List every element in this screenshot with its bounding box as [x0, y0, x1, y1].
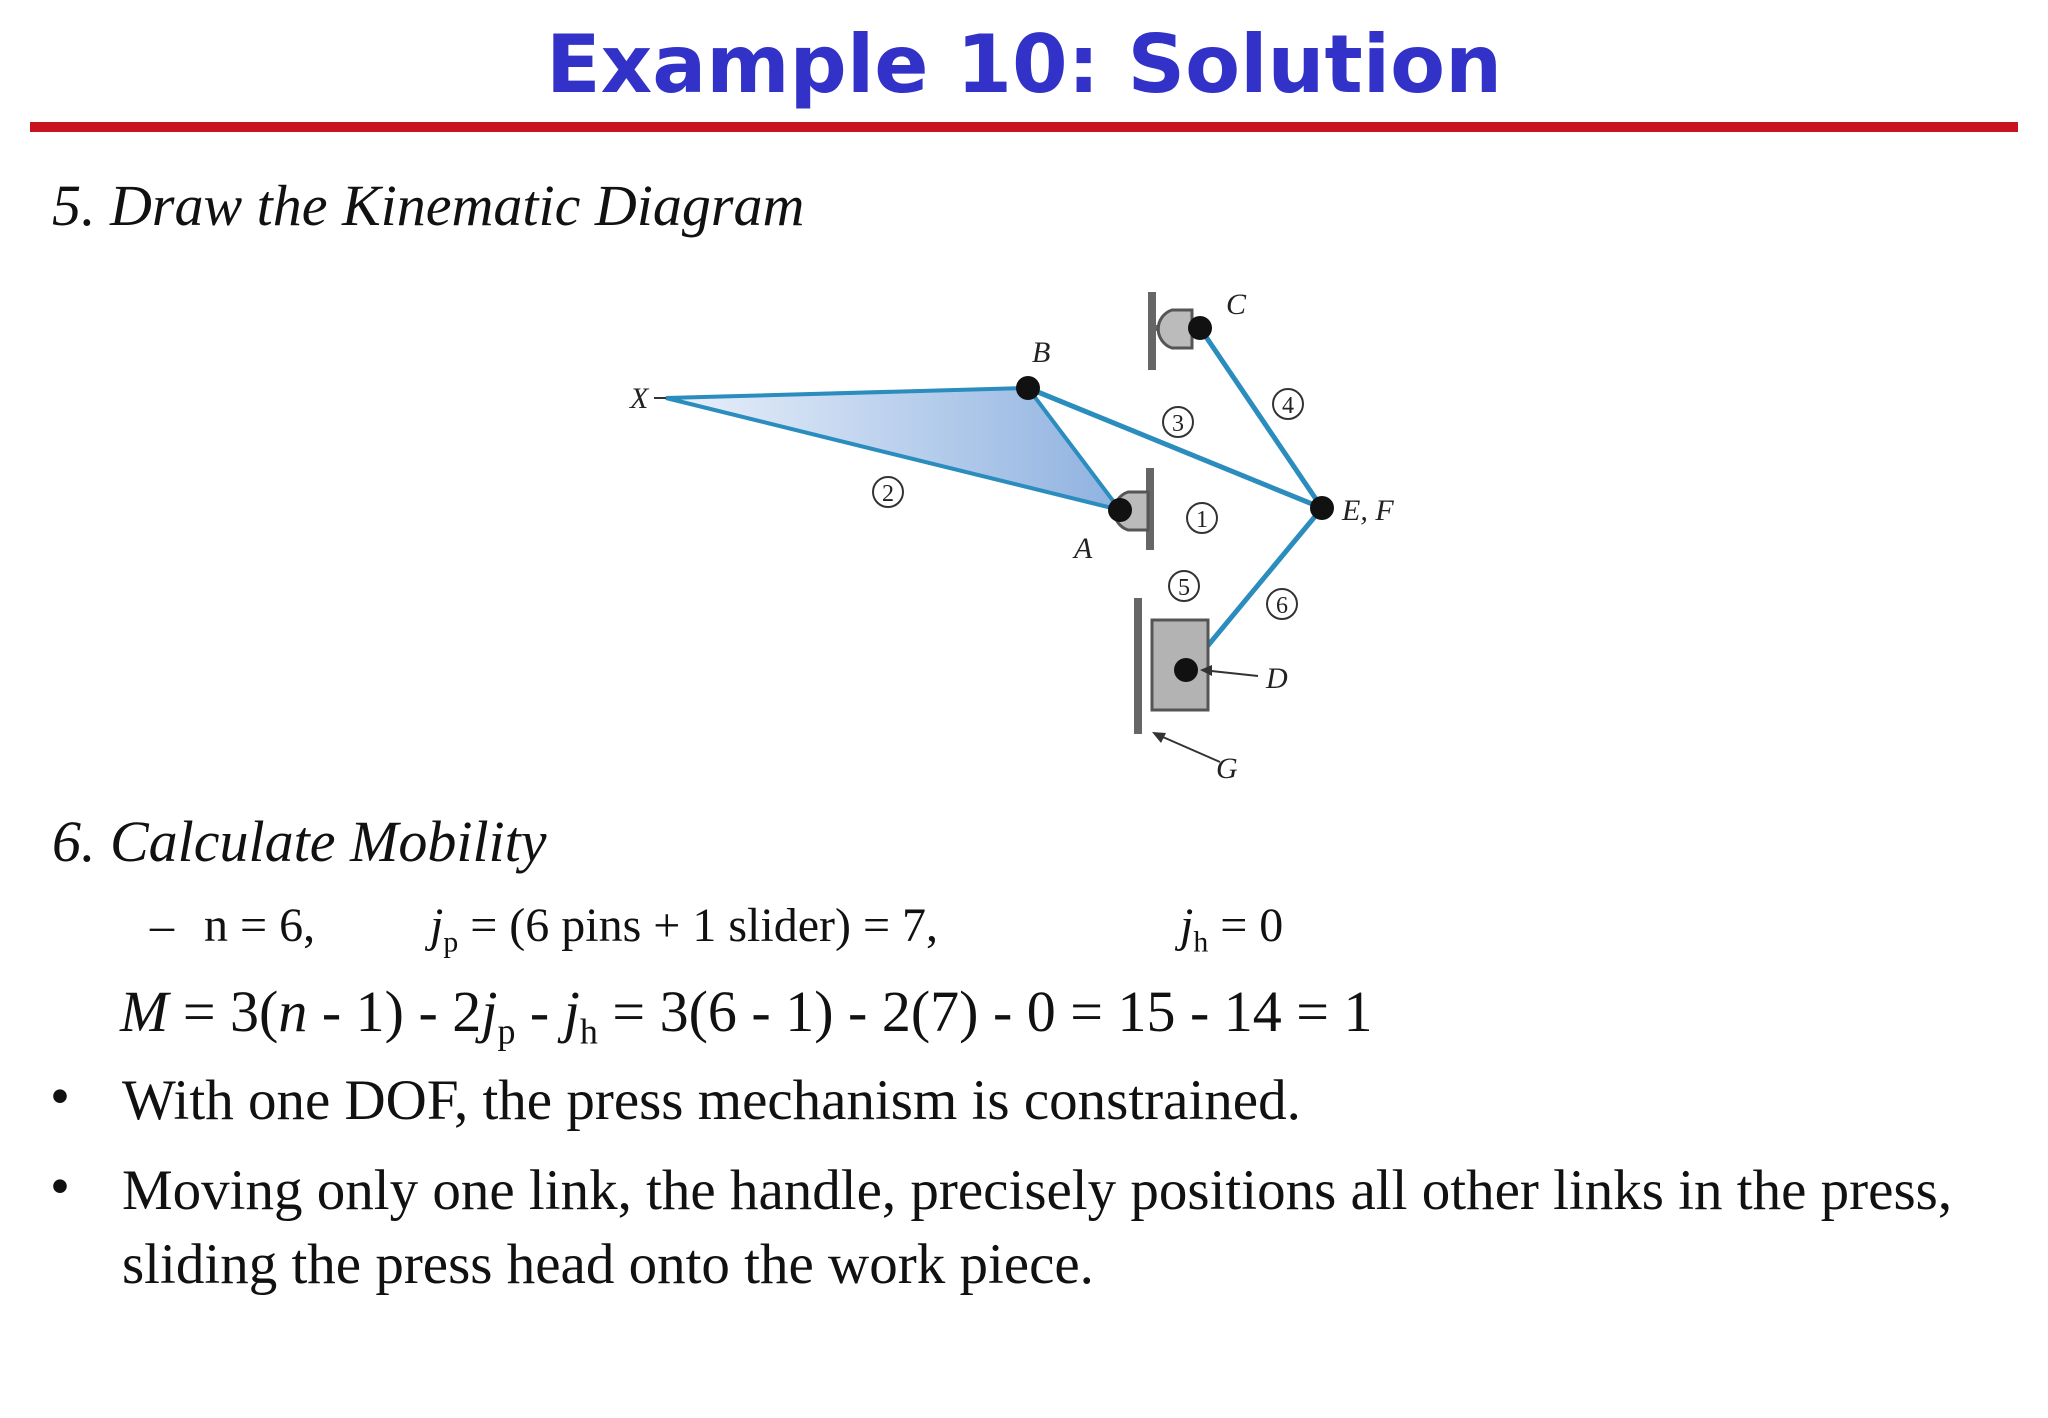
givens-dash: –: [150, 899, 174, 952]
jp-symbol: j: [430, 899, 444, 952]
joint-b: [1016, 376, 1040, 400]
eq-j2: j: [563, 979, 580, 1044]
link-number-1: [1187, 503, 1217, 533]
n-value: n = 6,: [204, 899, 316, 952]
link-number-5-text: 5: [1178, 575, 1190, 601]
joint-c: [1188, 316, 1212, 340]
step-6-heading: 6. Calculate Mobility: [52, 809, 547, 874]
bullet-text: Moving only one link, the handle, precisely positions all other links in the press, sliding the press head onto the work piece.: [122, 1159, 1953, 1296]
eq-part-1: = 3(: [168, 979, 279, 1044]
link-number-3-text: 3: [1172, 411, 1184, 437]
joint-d: [1174, 658, 1198, 682]
givens-line: [150, 898, 1450, 958]
jp-expression: [430, 898, 938, 959]
label-d: D: [1266, 662, 1288, 695]
eq-part-3: -: [515, 979, 564, 1044]
joint-a: [1108, 498, 1132, 522]
eq-sub-p: p: [497, 1011, 516, 1052]
link-number-3: [1163, 407, 1193, 437]
link-number-4-text: 4: [1282, 393, 1294, 419]
step-5-heading: 5. Draw the Kinematic Diagram: [52, 173, 805, 238]
link-number-2: [873, 477, 903, 507]
link-number-1-text: 1: [1196, 507, 1208, 533]
jh-symbol: j: [1180, 899, 1194, 952]
eq-j1: j: [481, 979, 498, 1044]
g-leader: [1156, 734, 1220, 762]
eq-part-4: = 3(6 - 1) - 2(7) - 0 = 15 - 14 = 1: [597, 979, 1373, 1044]
jp-value: = (6 pins + 1 slider) = 7,: [458, 899, 939, 952]
ground-c: [1152, 292, 1192, 370]
link-number-6-text: 6: [1276, 593, 1288, 619]
eq-part-2: - 1) - 2: [307, 979, 482, 1044]
label-c: C: [1226, 288, 1247, 321]
eq-sub-h: h: [579, 1011, 598, 1052]
slide-title: Example 10: Solution: [545, 18, 1503, 111]
label-a: A: [1074, 532, 1093, 565]
label-b: B: [1032, 336, 1051, 369]
jp-subscript: p: [443, 925, 459, 959]
kinematic-diagram: [600, 270, 1420, 800]
bullet-text: With one DOF, the press mechanism is constrained.: [122, 1069, 1301, 1132]
bullet-marker: •: [50, 1155, 70, 1218]
bullet-marker: •: [50, 1065, 70, 1128]
link-number-6: [1267, 589, 1297, 619]
label-ef: E, F: [1342, 494, 1394, 527]
label-x: X: [630, 382, 649, 415]
link-number-4: [1273, 389, 1303, 419]
label-g: G: [1216, 752, 1238, 785]
jh-expression: [1180, 898, 1283, 959]
mobility-equation: [120, 978, 1373, 1053]
title-underline: [30, 122, 2018, 132]
link-number-5: [1169, 571, 1199, 601]
jh-subscript: h: [1193, 925, 1209, 959]
joint-ef: [1310, 496, 1334, 520]
link-number-2-text: 2: [882, 481, 894, 507]
eq-m: M: [120, 979, 169, 1044]
eq-n: n: [278, 979, 308, 1044]
jh-value: = 0: [1208, 899, 1284, 952]
